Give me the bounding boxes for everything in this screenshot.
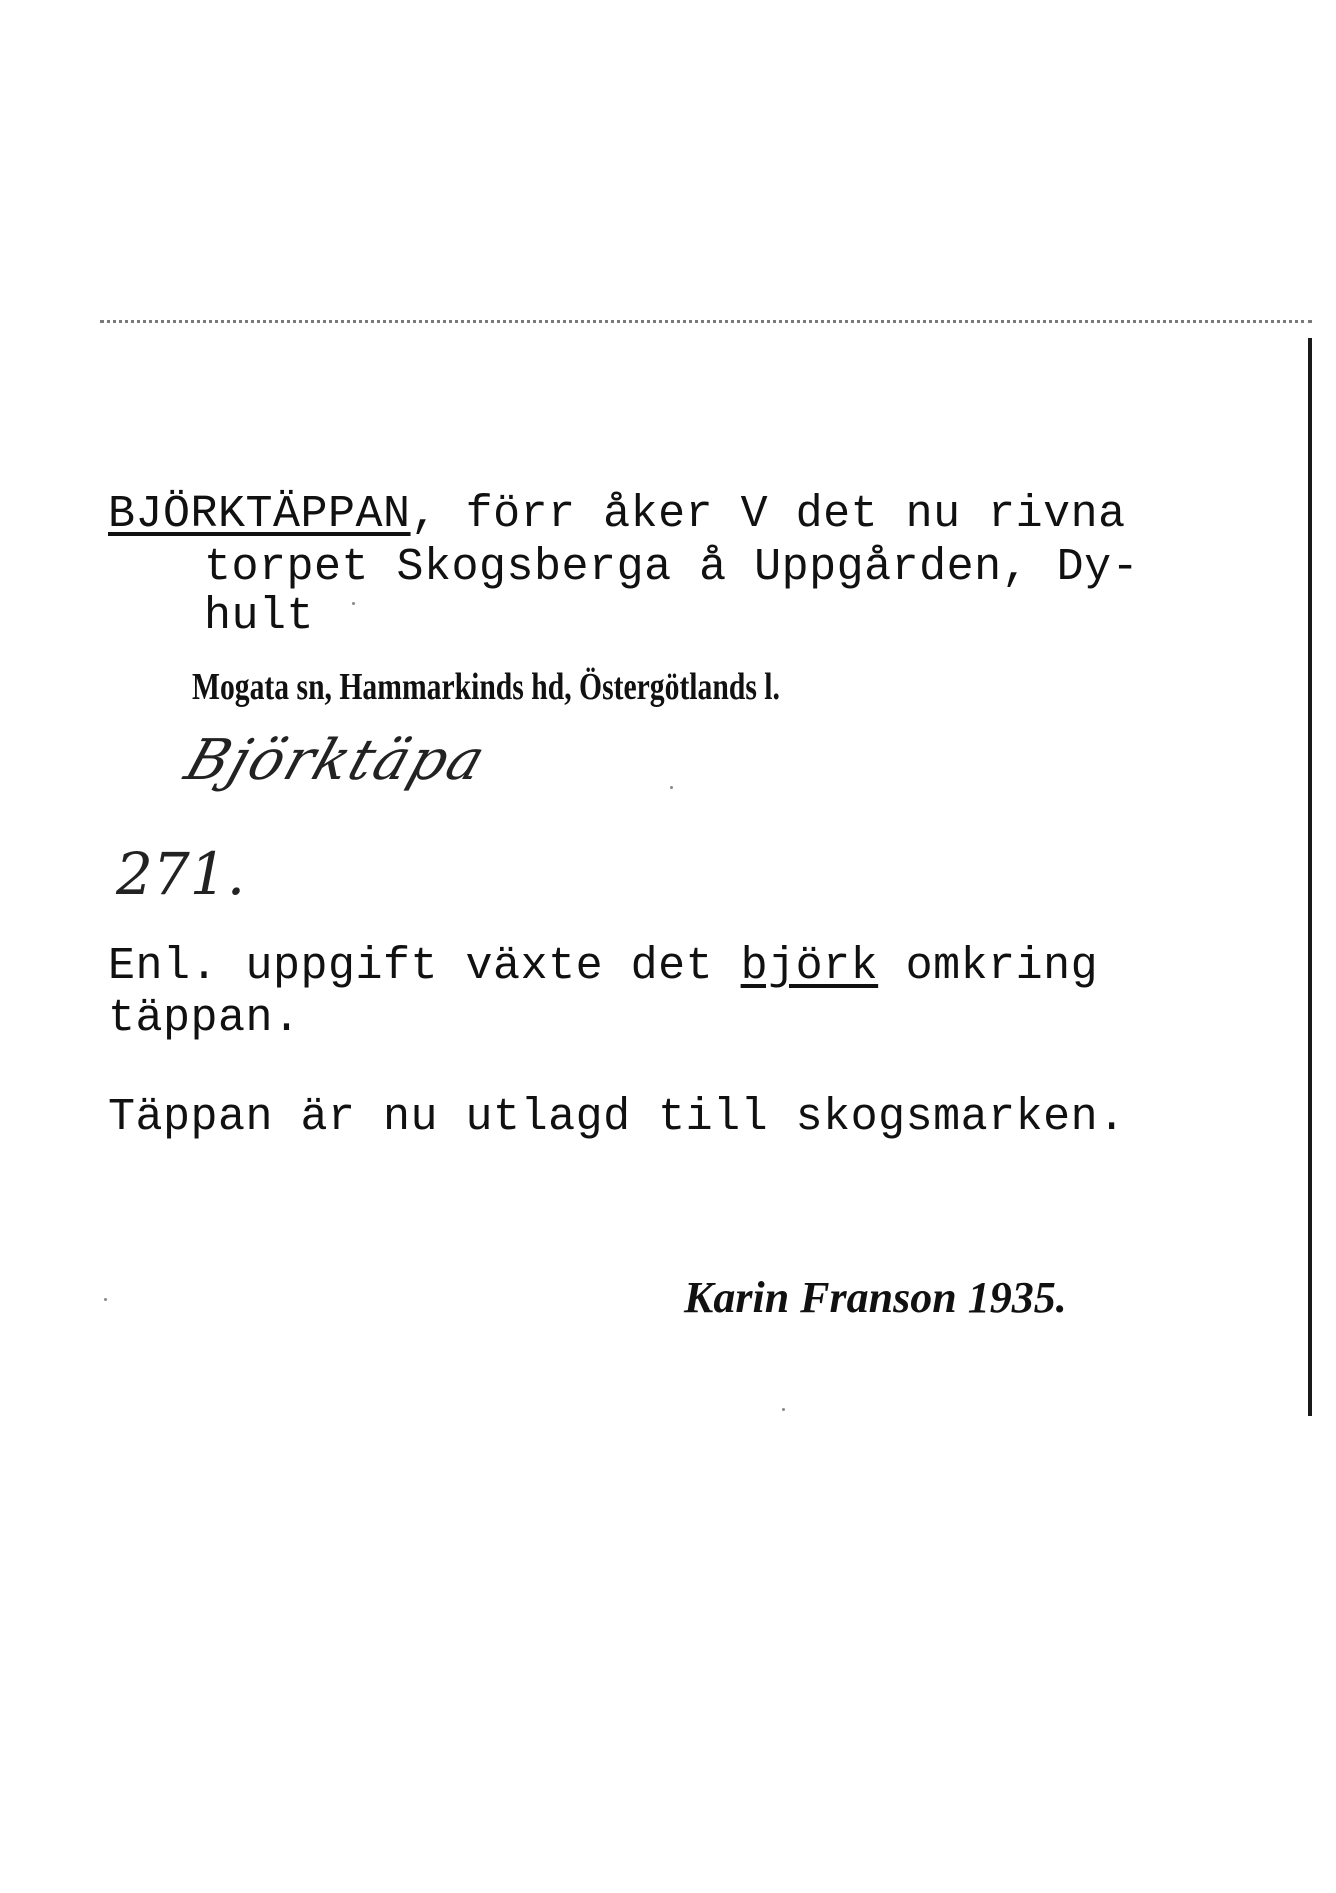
note-1-keyword: björk bbox=[740, 941, 879, 992]
speck bbox=[104, 1298, 107, 1301]
handwritten-name: Björktäpa bbox=[177, 728, 495, 793]
speck bbox=[352, 602, 355, 605]
heading-line-2: torpet Skogsberga å Uppgården, Dy- bbox=[204, 542, 1140, 593]
handwritten-number: 271. bbox=[116, 840, 246, 908]
location-line: Mogata sn, Hammarkinds hd, Östergötlands l. bbox=[192, 666, 780, 708]
heading-line-3: hult bbox=[204, 591, 315, 642]
heading-place-name: BJÖRKTÄPPAN bbox=[108, 489, 411, 540]
card-right-edge bbox=[1308, 338, 1312, 1416]
note-1-suffix: omkring bbox=[878, 941, 1099, 992]
heading-line-1 bbox=[108, 489, 1126, 540]
speck bbox=[782, 1408, 785, 1411]
note-1-prefix: Enl. uppgift växte det bbox=[108, 941, 741, 992]
note-2: Täppan är nu utlagd till skogsmarken. bbox=[108, 1092, 1126, 1143]
signature: Karin Franson 1935. bbox=[684, 1273, 1067, 1322]
heading-line-1-rest: , förr åker V det nu rivna bbox=[410, 489, 1126, 540]
note-1-line-1 bbox=[108, 941, 1099, 992]
note-1-line-2: täppan. bbox=[108, 993, 301, 1044]
speck bbox=[670, 786, 673, 789]
card-top-edge bbox=[100, 320, 1312, 323]
